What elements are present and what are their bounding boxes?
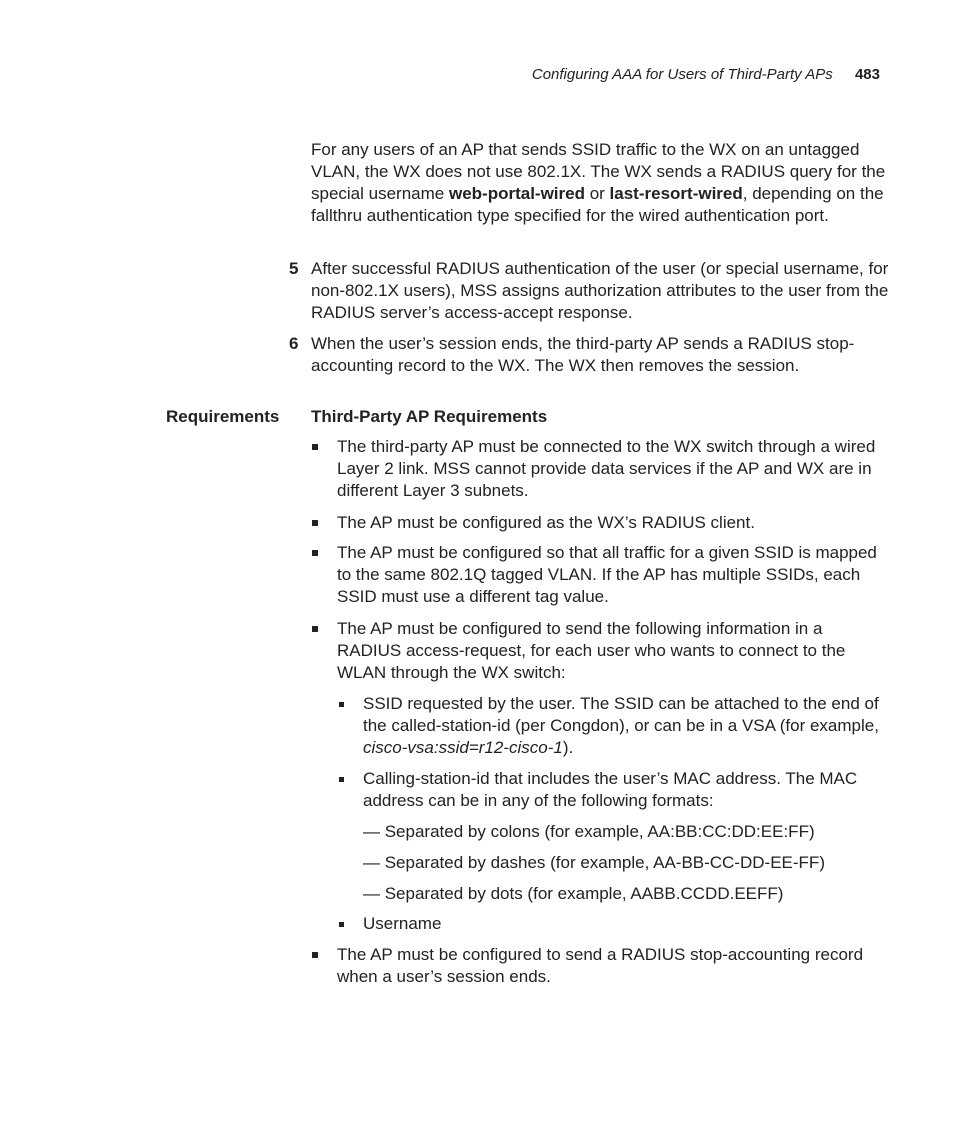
section-side-label: Requirements	[166, 407, 280, 426]
bullet-square-icon	[312, 444, 318, 450]
mac-format-colons: — Separated by colons (for example, AA:BB:CC:DD:EE:FF)	[363, 822, 815, 841]
running-header	[532, 66, 880, 83]
intro-paragraph	[311, 139, 889, 227]
step-text: After successful RADIUS authentication of the user (or special username, for non-802.1X users), MSS assigns authorization attributes to the user from the RADIUS server’s access-accept response.	[311, 259, 889, 322]
ssid-text-2: ).	[562, 738, 574, 757]
bullet-square-icon	[339, 777, 344, 782]
intro-username-last-resort: last-resort-wired	[609, 184, 743, 203]
bullet-square-icon	[312, 952, 318, 958]
list-item-text: The AP must be configured so that all traffic for a given SSID is mapped to the same 802.1Q tagged VLAN. If the AP has multiple SSIDs, each SSID must use a different tag value.	[337, 543, 877, 606]
bullet-square-icon	[339, 702, 344, 707]
intro-username-web-portal: web-portal-wired	[448, 184, 585, 203]
ssid-vsa-example: cisco-vsa:ssid=r12-cisco-1	[363, 738, 563, 757]
mac-format-dashes: — Separated by dashes (for example, AA-BB-CC-DD-EE-FF)	[363, 853, 825, 872]
bullet-square-icon	[312, 626, 318, 632]
list-item-text: The AP must be configured as the WX’s RADIUS client.	[337, 513, 755, 532]
list-item-text: The AP must be configured to send a RADIUS stop-accounting record when a user’s session ends.	[337, 945, 864, 986]
section-heading: Third-Party AP Requirements	[311, 407, 548, 426]
step-number: 5	[289, 259, 299, 278]
bullet-square-icon	[312, 550, 318, 556]
intro-text-1: For any users of an AP that sends SSID traffic to the WX on an untagged VLAN, the WX does not use 802.1X. The WX sends a RADIUS query for the special username	[311, 140, 886, 203]
sub-list-item-text: Username	[363, 914, 442, 933]
page-number: 483	[854, 66, 880, 83]
intro-text-3: , depending on the fallthru authentication type specified for the wired authentication port.	[311, 184, 884, 225]
bullet-square-icon	[312, 520, 318, 526]
intro-text-2: or	[584, 184, 610, 203]
mac-format-dots: — Separated by dots (for example, AABB.CCDD.EEFF)	[363, 884, 784, 903]
step-text: When the user’s session ends, the third-party AP sends a RADIUS stop-accounting record to the WX. The WX then removes the session.	[311, 334, 855, 375]
sub-list-item-text: Calling-station-id that includes the user’s MAC address. The MAC address can be in any of the following formats:	[363, 769, 858, 810]
sub-list-item-text	[363, 693, 889, 759]
list-item-text: The AP must be configured to send the following information in a RADIUS access-request, for each user who wants to connect to the WLAN through the WX switch:	[337, 619, 846, 682]
header-title: Configuring AAA for Users of Third-Party APs	[531, 66, 833, 83]
ssid-text-1: SSID requested by the user. The SSID can be attached to the end of the called-station-id (per Congdon), or can be in a VSA (for example,	[363, 694, 879, 735]
step-number: 6	[289, 334, 299, 353]
bullet-square-icon	[339, 922, 344, 927]
list-item-text: The third-party AP must be connected to the WX switch through a wired Layer 2 link. MSS cannot provide data services if the AP and WX are in different Layer 3 subnets.	[337, 437, 876, 500]
